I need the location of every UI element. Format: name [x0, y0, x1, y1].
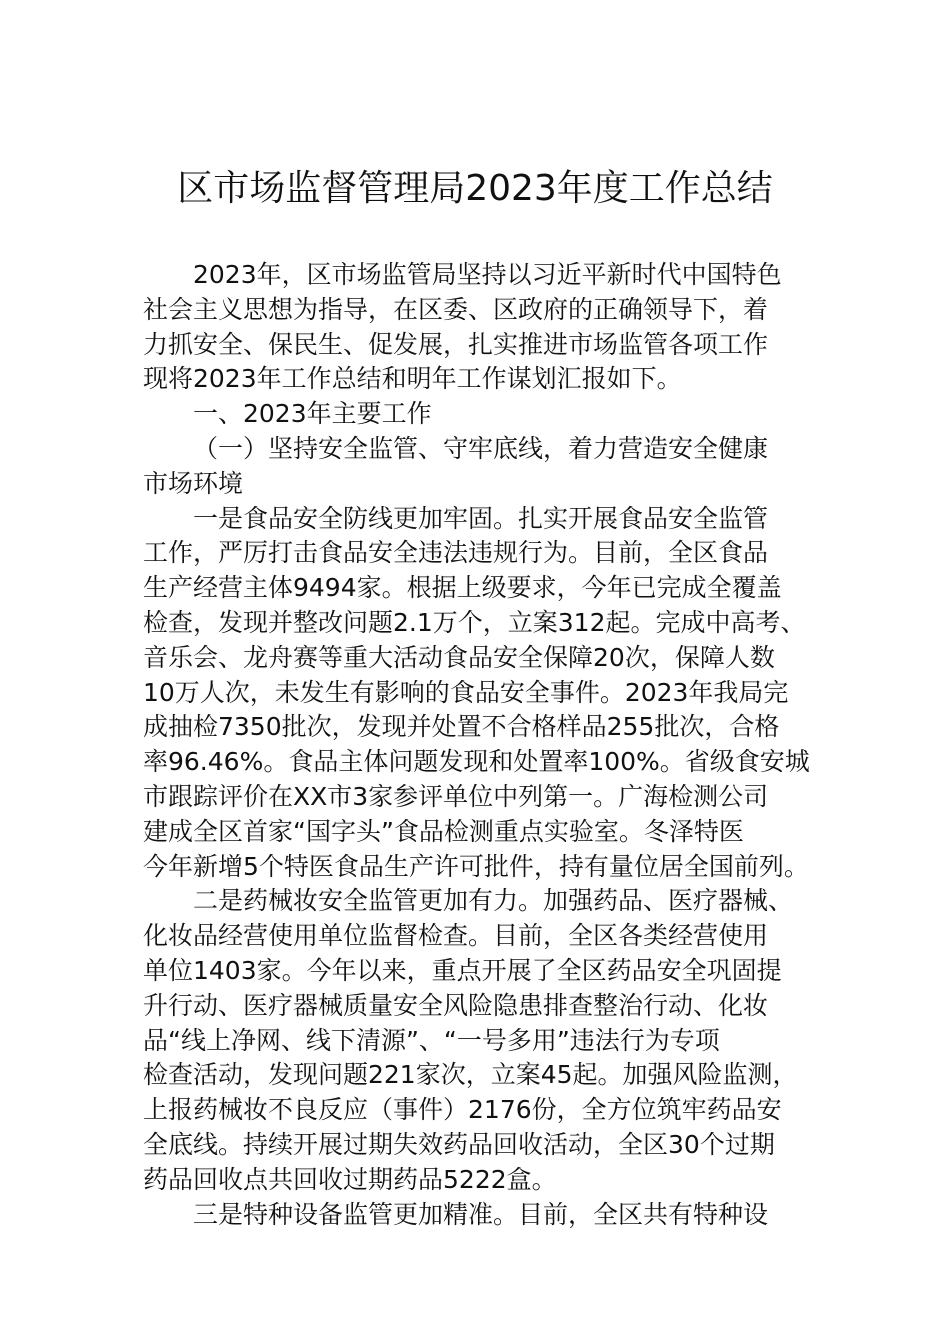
- body-line: 一是食品安全防线更加牢固。扎实开展食品安全监管: [193, 503, 769, 533]
- body-line: 社会主义思想为指导，在区委、区政府的正确领导下，着: [143, 294, 769, 324]
- body-line: （一）坚持安全监管、守牢底线，着力营造安全健康: [193, 433, 769, 463]
- body-line: 药品回收点共回收过期药品5222盒。: [143, 1164, 557, 1194]
- body-line: 检查活动，发现问题221家次，立案45起。加强风险监测，: [143, 1060, 798, 1090]
- body-line: 品“线上净网、线下清源”、“一号多用”违法行为专项: [143, 1025, 720, 1055]
- body-line: 升行动、医疗器械质量安全风险隐患排查整治行动、化妆: [143, 990, 769, 1020]
- body-line: 二是药械妆安全监管更加有力。加强药品、医疗器械、: [193, 886, 794, 916]
- body-line: 一、2023年主要工作: [193, 399, 432, 429]
- body-line: 市跟踪评价在XX市3家参评单位中列第一。广海检测公司: [143, 781, 769, 811]
- body-line: 市场环境: [143, 468, 244, 498]
- document-title: 区市场监督管理局2023年度工作总结: [177, 168, 773, 209]
- body-line: 全底线。持续开展过期失效药品回收活动，全区30个过期: [143, 1129, 775, 1159]
- body-line: 今年新增5个特医食品生产许可批件，持有量位居全国前列。: [143, 851, 809, 881]
- body-line: 检查，发现并整改问题2.1万个，立案312起。完成中高考、: [143, 607, 806, 637]
- body-line: 三是特种设备监管更加精准。目前，全区共有特种设: [193, 1199, 769, 1229]
- body-line: 上报药械妆不良反应（事件）2176份，全方位筑牢药品安: [143, 1095, 782, 1125]
- body-line: 建成全区首家“国字头”食品检测重点实验室。冬泽特医: [143, 816, 744, 846]
- body-line: 率96.46%。食品主体问题发现和处置率100%。省级食安城: [143, 747, 810, 777]
- body-line: 成抽检7350批次，发现并处置不合格样品255批次，合格: [143, 712, 780, 742]
- body-line: 2023年，区市场监管局坚持以习近平新时代中国特色: [193, 260, 782, 289]
- document-body: [143, 258, 815, 1232]
- body-line: 工作，严厉打击食品安全违法违规行为。目前，全区食品: [143, 538, 769, 568]
- body-line: 单位1403家。今年以来，重点开展了全区药品安全巩固提: [143, 955, 782, 985]
- body-line: 化妆品经营使用单位监督检查。目前，全区各类经营使用: [143, 921, 769, 951]
- body-line: 现将2023年工作总结和明年工作谋划汇报如下。: [143, 364, 682, 394]
- body-line: 10万人次，未发生有影响的食品安全事件。2023年我局完: [143, 677, 789, 707]
- body-line: 力抓安全、保民生、促发展，扎实推进市场监管各项工作: [143, 329, 769, 359]
- body-line: 生产经营主体9494家。根据上级要求，今年已完成全覆盖: [143, 573, 782, 603]
- body-line: 音乐会、龙舟赛等重大活动食品安全保障20次，保障人数: [143, 642, 775, 672]
